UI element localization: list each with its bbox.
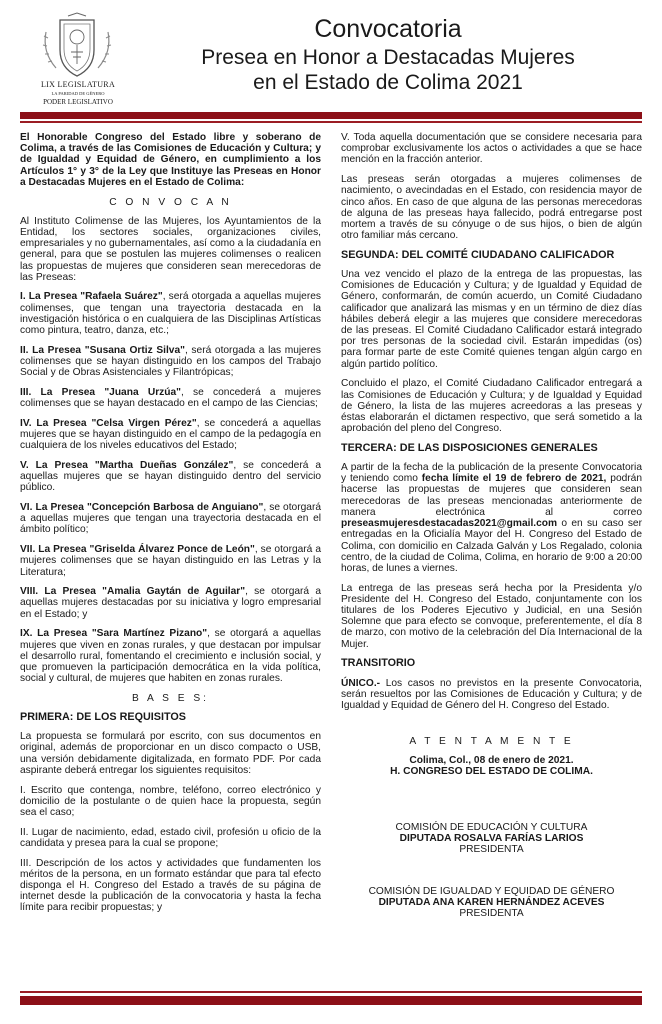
unico-paragraph: ÚNICO.- Los casos no previstos en la presente Convocatoria, serán resueltos por las Comisiones de Educación y Cultura; y de Igualdad y Equidad de Género del H. Congreso del Estado. bbox=[341, 677, 642, 711]
left-column bbox=[20, 132, 321, 922]
presea-item: VII. La Presea "Griselda Álvarez Ponce de León", se otorgará a mujeres colimenses que se hayan distinguido en las Letras y la Literatura; bbox=[20, 544, 321, 578]
page-title: Convocatoria bbox=[314, 15, 462, 43]
primera-heading: PRIMERA: DE LOS REQUISITOS bbox=[20, 711, 186, 724]
page-subtitle-line2: en el Estado de Colima 2021 bbox=[253, 71, 523, 94]
presea-item: IX. La Presea "Sara Martínez Pizano", se otorgará a aquellas mujeres que viven en zonas rurales, y que destacan por impulsar el desarrollo rural, fomentando el crecimiento e inclusión social, y que promueven la participación democrática en la vida política, social y cultural, de mujeres que habiten en zonas rurales. bbox=[20, 628, 321, 685]
deputy-role: PRESIDENTA bbox=[459, 908, 524, 920]
atentamente-heading: A T E N T A M E N T E bbox=[409, 735, 574, 747]
tercera-heading: TERCERA: DE LAS DISPOSICIONES GENERALES bbox=[341, 441, 598, 454]
legislature-name: LIX LEGISLATURA bbox=[40, 80, 116, 89]
commission-name: COMISIÓN DE IGUALDAD Y EQUIDAD DE GÉNERO bbox=[368, 885, 615, 897]
presea-item: VI. La Presea "Concepción Barbosa de Anguiano", se otorgará a aquellas mujeres que tengan una trayectoria destacada en el ámbito político; bbox=[20, 501, 321, 536]
header-divider-thin bbox=[20, 121, 642, 123]
presea-item: III. La Presea "Juana Urzúa", se concederá a mujeres colimenses que se hayan destacado en el campo de las Ciencias; bbox=[20, 386, 321, 410]
transitorio-heading: TRANSITORIO bbox=[341, 657, 416, 670]
signature-congress: H. CONGRESO DEL ESTADO DE COLIMA. bbox=[390, 766, 593, 778]
requirement-item: I. Escrito que contenga, nombre, teléfono, correo electrónico y domicilio de la postulante o de quien hace la propuesta, según sea el caso; bbox=[20, 784, 321, 818]
title-block bbox=[118, 14, 658, 95]
entrega-paragraph: La entrega de las preseas será hecha por la Presidenta y/o Presidente del H. Congreso del Estado, conjuntamente con los titulares de los Poderes Ejecutivo y Judicial, en una Sesión Solemne que para efecto se convoque, preferentemente, el día 8 de marzo, con motivo de la celebración del Día Internacional de la Mujer. bbox=[341, 582, 642, 650]
commission-name: COMISIÓN DE EDUCACIÓN Y CULTURA bbox=[395, 821, 588, 833]
requirement-item: II. Lugar de nacimiento, edad, estado civil, profesión u oficio de la candidata y presea para la cual se propone; bbox=[20, 826, 321, 849]
convocan-paragraph: Al Instituto Colimense de las Mujeres, los Ayuntamientos de la Entidad, los sectores sociales, organizaciones civiles, empresariales y no gubernamentales, así como a la ciudadanía en general, para que se postulen las mujeres colimenses o realicen las propuestas de mujeres que consideren sean merecedoras de las Preseas: bbox=[20, 215, 321, 283]
congress-seal-logo bbox=[38, 12, 116, 80]
poder-legislativo: PODER LEGISLATIVO bbox=[43, 98, 113, 106]
right-column bbox=[341, 132, 642, 928]
header-divider-bar bbox=[20, 112, 642, 119]
deputy-name: DIPUTADA ROSALVA FARÍAS LARIOS bbox=[399, 832, 584, 844]
convocan-heading: C O N V O C A N bbox=[109, 196, 232, 208]
presea-item: I. La Presea "Rafaela Suárez", será otorgada a aquellas mujeres colimenses, que tengan una trayectoria destacada en la investigación histórica o en cualquiera de las Disciplinas Artísticas como pintura, teatro, danza, etc.; bbox=[20, 291, 321, 337]
footer-divider-thin bbox=[20, 991, 642, 993]
contact-email: preseasmujeresdestacadas2021@gmail.com bbox=[341, 518, 558, 530]
segunda-paragraph: Concluido el plazo, el Comité Ciudadano Calificador entregará a las Comisiones de Educación y Cultura; y de Igualdad y Equidad de Género, la lista de las mujeres acreedoras a las preseas y éstas elaborarán el dictamen respectivo, que será sometido a la aprobación del pleno del Congreso. bbox=[341, 378, 642, 435]
eligibility-paragraph: Las preseas serán otorgadas a mujeres colimenses de nacimiento, o avecindadas en el Estado, con residencia mayor de cinco años. En caso de que alguna de las personas merecedoras de alguna de las preseas haya fallecido, podrá entregarse post mortem a través de su cónyuge o de sus hijos, o bien de algún otro familiar más cercano. bbox=[341, 174, 642, 242]
intro-paragraph: El Honorable Congreso del Estado libre y soberano de Colima, a través de las Comisiones de Educación y Cultura; y de Igualdad y Equidad de Género, en cumplimiento a los Artículos 1° y 3° de la Ley que Instituye las Preseas en Honor a Destacadas Mujeres en el Estado de Colima: bbox=[20, 132, 321, 188]
presea-item: II. La Presea "Susana Ortiz Silva", será otorgada a las mujeres colimenses que se hayan distinguido en los campos del Trabajo Social y de Obras Asistenciales y Filantrópicas; bbox=[20, 344, 321, 379]
presea-item: IV. La Presea "Celsa Virgen Pérez", se concederá a aquellas mujeres que se hayan distinguido en el campo de la pedagogía en cualquiera de los niveles educativos del Estado; bbox=[20, 417, 321, 452]
requirement-item: V. Toda aquella documentación que se considere necesaria para comprobar exclusivamente los actos o actividades a que se hace mención en la fracción anterior. bbox=[341, 132, 642, 166]
presea-item: V. La Presea "Martha Dueñas González", se concederá a aquellas mujeres que se hayan distinguido dentro del servicio público. bbox=[20, 459, 322, 494]
presea-item: VIII. La Presea "Amalia Gaytán de Aguilar", se otorgará a aquellas mujeres destacadas por su iniciativa y logro empresarial en el Estado; y bbox=[20, 586, 321, 620]
signature-date: Colima, Col., 08 de enero de 2021. bbox=[409, 754, 574, 766]
segunda-paragraph: Una vez vencido el plazo de la entrega de las propuestas, las Comisiones de Educación y Cultura; y de Igualdad y Equidad de Género, conformarán, de común acuerdo, un Comité Ciudadano calificador que analizará las mismas y en un término de diez días hábiles deberá elegir a las mujeres que considere merecedoras de las preseas. El Comité Ciudadano Calificador estará integrado por tres personas de la sociedad civil. Estarán impedidas (os) para formar parte de este Comité quienes tengan algún cargo en algún partido político. bbox=[341, 269, 642, 370]
legislature-label bbox=[26, 80, 130, 107]
legislature-subtitle: LA PARIDAD DE GÉNERO bbox=[51, 91, 105, 96]
deputy-role: PRESIDENTA bbox=[459, 844, 524, 856]
document-header bbox=[0, 0, 662, 112]
primera-paragraph: La propuesta se formulará por escrito, con sus documentos en original, además de proporcionar en un disco compacto o USB, una versión debidamente digitalizada, en formato PDF. Por cada aspirante deberá entregar los siguientes requisitos: bbox=[20, 731, 321, 776]
page-subtitle-line1: Presea en Honor a Destacadas Mujeres bbox=[201, 46, 575, 69]
tercera-paragraph: A partir de la fecha de la publicación de la presente Convocatoria y teniendo como fecha límite el 19 de febrero de 2021, podrán hacerse las propuestas de mujeres que consideren sean merecedoras de las preseas mencionadas anteriormente de manera electrónica al correo preseasmujeresdestacadas2021@gmail.com o en su caso ser entregadas en la Oficialía Mayor del H. Congreso del Estado de Colima, con domicilio en Calzada Galván y Los Regalado, colonia centro, de la ciudad de Colima, Colima, en horario de 9:00 a 20:00 horas, de lunes a viernes. bbox=[341, 462, 642, 574]
deputy-name: DIPUTADA ANA KAREN HERNÁNDEZ ACEVES bbox=[378, 897, 605, 909]
bases-heading: B A S E S: bbox=[131, 692, 209, 704]
requirement-item: III. Descripción de los actos y actividades que fundamenten los méritos de la persona, en un formato estándar que para tal efecto disponga el H. Congreso del Estado a través de su página de internet desde la publicación de la convocatoria y hasta la fecha límite para recibir propuestas; y bbox=[20, 857, 321, 914]
segunda-heading: SEGUNDA: DEL COMITÉ CIUDADANO CALIFICADOR bbox=[341, 248, 615, 261]
footer-divider-bar bbox=[20, 996, 642, 1005]
